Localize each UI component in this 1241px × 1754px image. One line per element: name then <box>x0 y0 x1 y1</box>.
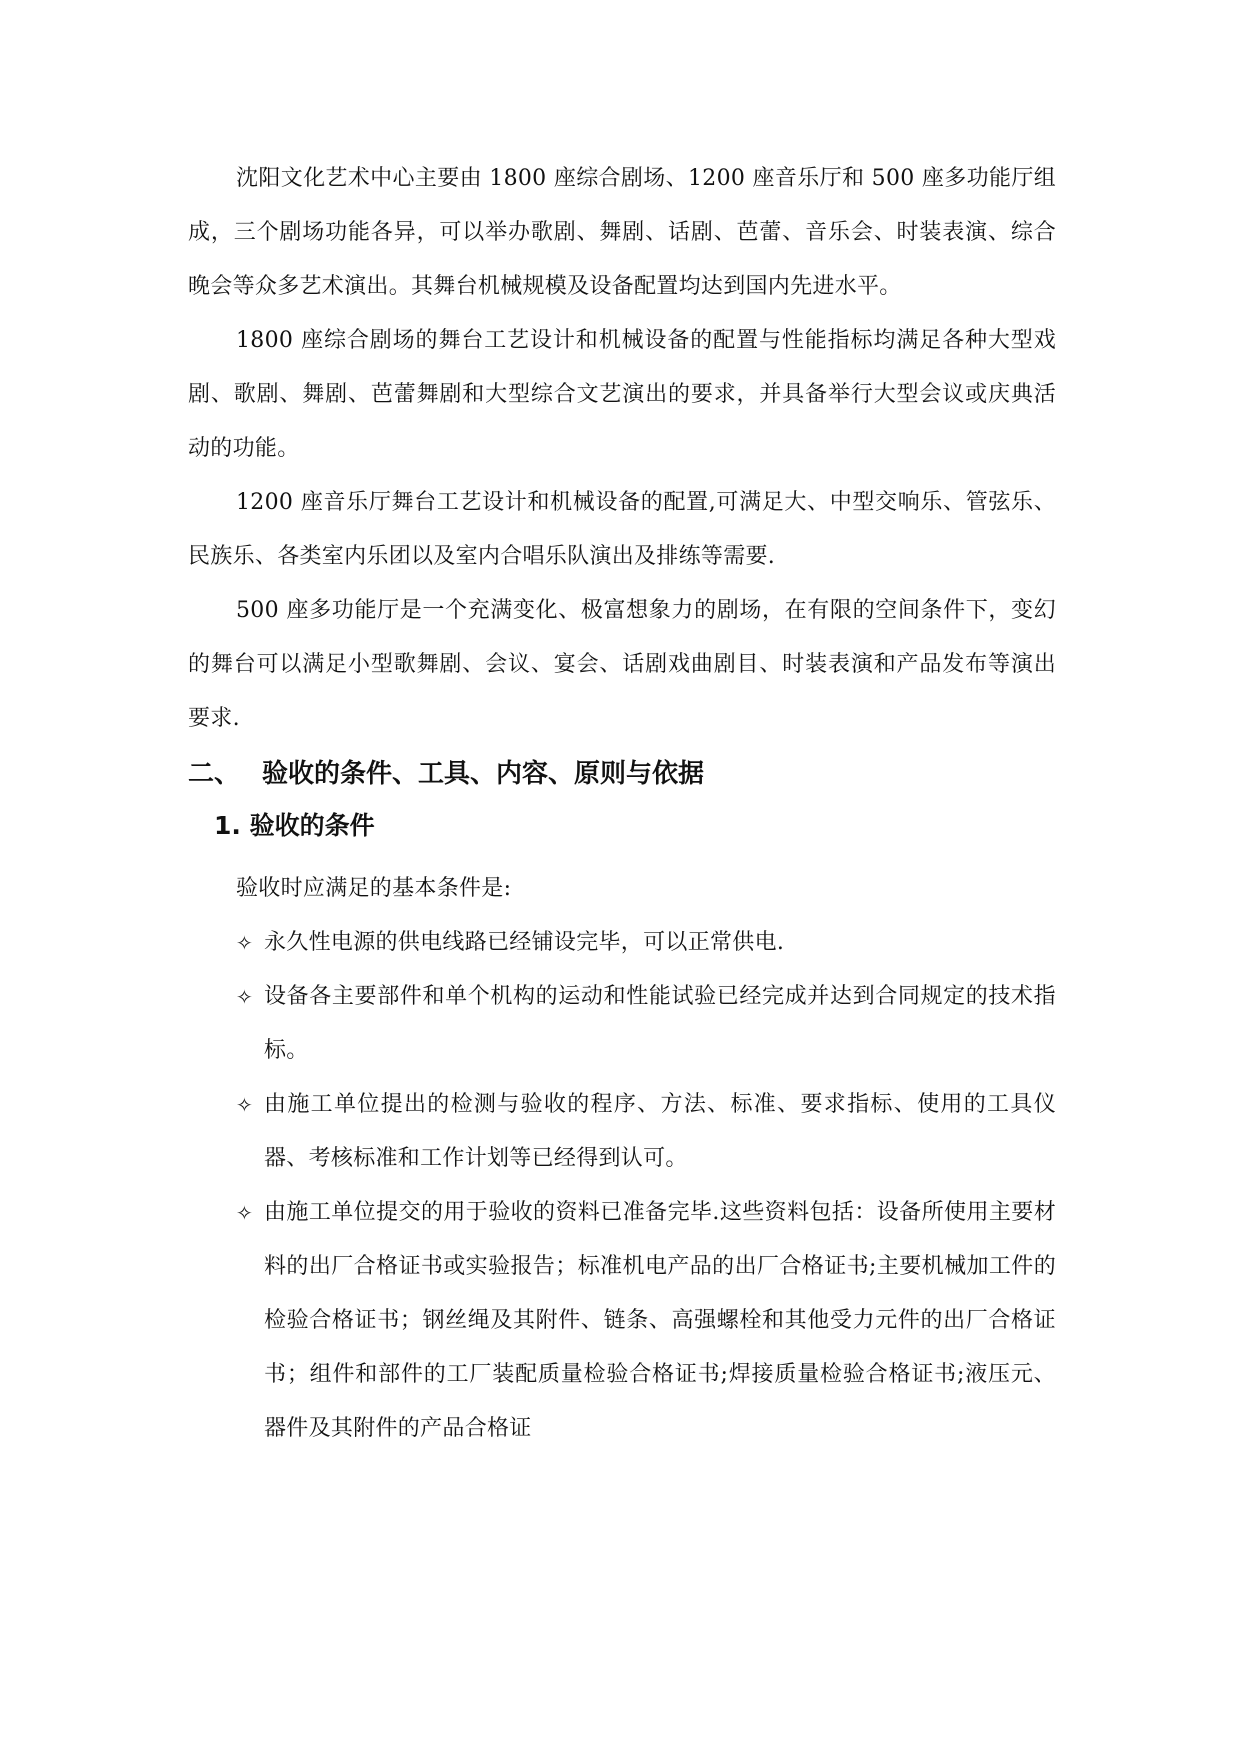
section-number: 二、 <box>188 759 241 789</box>
bullet-item <box>236 970 1056 1078</box>
bullet-item <box>236 916 1056 970</box>
section-title: 验收的条件、工具、内容、原则与依据 <box>262 759 705 789</box>
bullet-text: 设备各主要部件和单个机构的运动和性能试验已经完成并达到合同规定的技术指标。 <box>264 984 1056 1063</box>
diamond-bullet-icon: ✧ <box>236 1093 253 1117</box>
paragraph-1800-theater: 1800 座综合剧场的舞台工艺设计和机械设备的配置与性能指标均满足各种大型戏剧、歌剧、舞剧、芭蕾舞剧和大型综合文艺演出的要求，并具备举行大型会议或庆典活动的功能。 <box>188 328 1056 461</box>
paragraph-1200-concert-hall: 1200 座音乐厅舞台工艺设计和机械设备的配置,可满足大、中型交响乐、管弦乐、民族乐、各类室内乐团以及室内合唱乐队演出及排练等需要. <box>188 490 1056 569</box>
page-content <box>188 152 1056 1456</box>
subsection-heading: 1. 验收的条件 <box>214 811 375 840</box>
bullet-text: 由施工单位提交的用于验收的资料已准备完毕.这些资料包括：设备所使用主要材料的出厂合格证书或实验报告；标准机电产品的出厂合格证书;主要机械加工件的检验合格证书；钢丝绳及其附件、链条、高强螺栓和其他受力元件的出厂合格证书；组件和部件的工厂装配质量检验合格证书;焊接质量检验合格证书;液压元、器件及其附件的产品合格证 <box>264 1200 1056 1441</box>
bullet-item <box>236 1078 1056 1186</box>
diamond-bullet-icon: ✧ <box>236 985 253 1009</box>
section-heading <box>188 754 1056 794</box>
diamond-bullet-icon: ✧ <box>236 1201 253 1225</box>
paragraph-500-multifunction-hall: 500 座多功能厅是一个充满变化、极富想象力的剧场，在有限的空间条件下，变幻的舞台可以满足小型歌舞剧、会议、宴会、话剧戏曲剧目、时装表演和产品发布等演出要求. <box>188 598 1056 731</box>
diamond-bullet-icon: ✧ <box>236 931 253 955</box>
bullet-text: 永久性电源的供电线路已经铺设完毕，可以正常供电. <box>264 930 785 955</box>
bullet-item <box>236 1186 1056 1456</box>
bullet-text: 由施工单位提出的检测与验收的程序、方法、标准、要求指标、使用的工具仪器、考核标准和工作计划等已经得到认可。 <box>264 1092 1056 1171</box>
conditions-intro: 验收时应满足的基本条件是: <box>236 876 512 901</box>
paragraph-overview: 沈阳文化艺术中心主要由 1800 座综合剧场、1200 座音乐厅和 500 座多功能厅组成，三个剧场功能各异，可以举办歌剧、舞剧、话剧、芭蕾、音乐会、时装表演、综合晚会等众多艺术演出。其舞台机械规模及设备配置均达到国内先进水平。 <box>188 166 1056 299</box>
